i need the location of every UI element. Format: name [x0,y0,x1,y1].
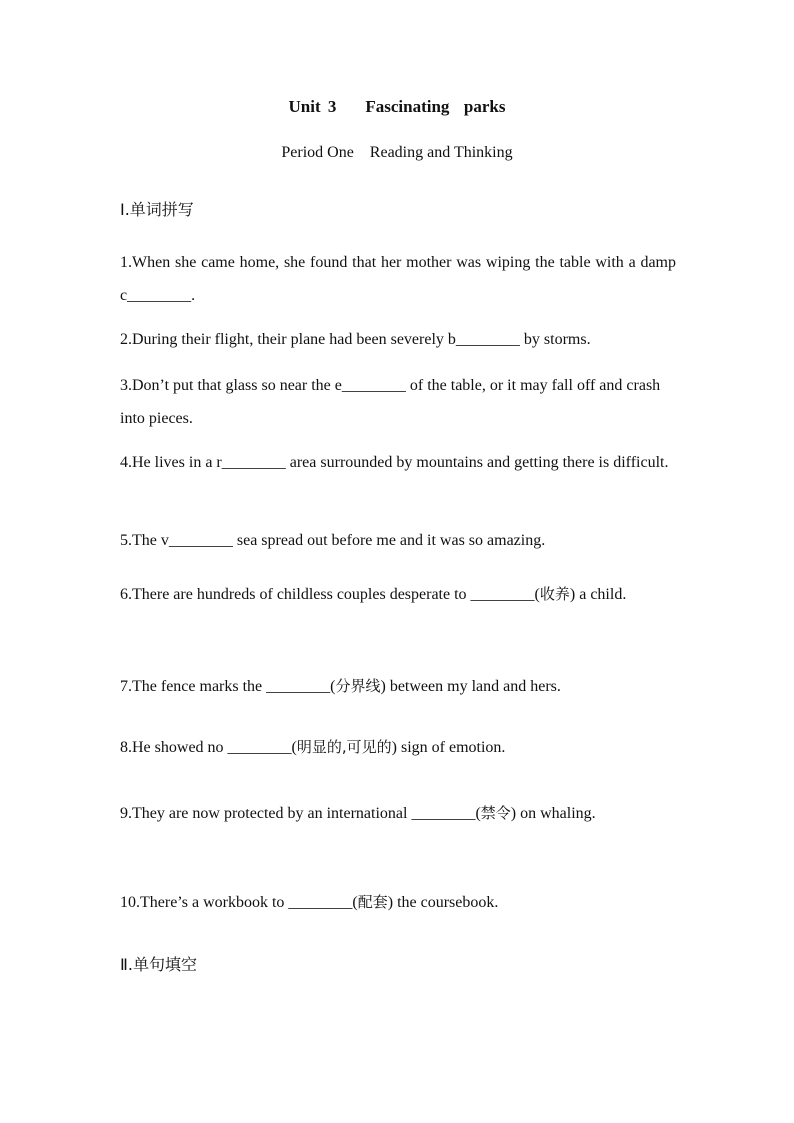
question-7 [120,670,676,703]
question-10 [120,886,676,919]
question-7-text: 7.The fence marks the ________( [120,678,336,695]
unit-title: Unit 3 Fascinating parks [288,97,506,116]
question-2 [120,324,676,356]
question-8-text: 8.He showed no ________( [120,739,297,756]
question-2-text: 2.During their flight, their plane had been severely b________ by storms. [120,331,591,348]
question-9-text-end: ) on whaling. [510,805,596,822]
question-10-text-end: ) the coursebook. [387,894,499,911]
question-8-hint: 明显的,可见的 [296,738,392,756]
question-10-text: 10.There’s a workbook to ________( [120,894,358,911]
section-heading-sentence-fill: Ⅱ.单句填空 [120,955,197,974]
question-7-hint: 分界线 [335,677,381,695]
period-subtitle: Period One Reading and Thinking [281,144,513,161]
question-6 [120,574,676,615]
question-4-text: 4.He lives in a r________ area surrounded by mountains and getting there is difficult. [120,454,669,471]
question-6-text: 6.There are hundreds of childless couples desperate to ________( [120,586,540,603]
question-3 [120,369,676,435]
question-6-hint: 收养 [539,585,570,603]
question-3-text: 3.Don’t put that glass so near the e________ of the table, or it may fall off and crash into pieces. [120,377,661,427]
question-9-hint: 禁令 [480,804,511,822]
question-9 [120,792,620,835]
question-1-text: 1.When she came home, she found that her mother was wiping the table with a damp c________. [120,254,676,304]
section-heading-vocabulary: Ⅰ.单词拼写 [120,200,194,219]
question-8 [120,731,676,764]
question-5-text: 5.The v________ sea spread out before me and it was so amazing. [120,532,546,549]
question-6-text-end: ) a child. [569,586,627,603]
question-8-text-end: ) sign of emotion. [391,739,506,756]
question-9-text: 9.They are now protected by an international ________( [120,805,481,822]
question-1 [120,246,676,312]
question-4 [120,447,676,479]
question-5 [120,525,676,557]
question-10-hint: 配套 [357,893,388,911]
question-7-text-end: ) between my land and hers. [380,678,561,695]
